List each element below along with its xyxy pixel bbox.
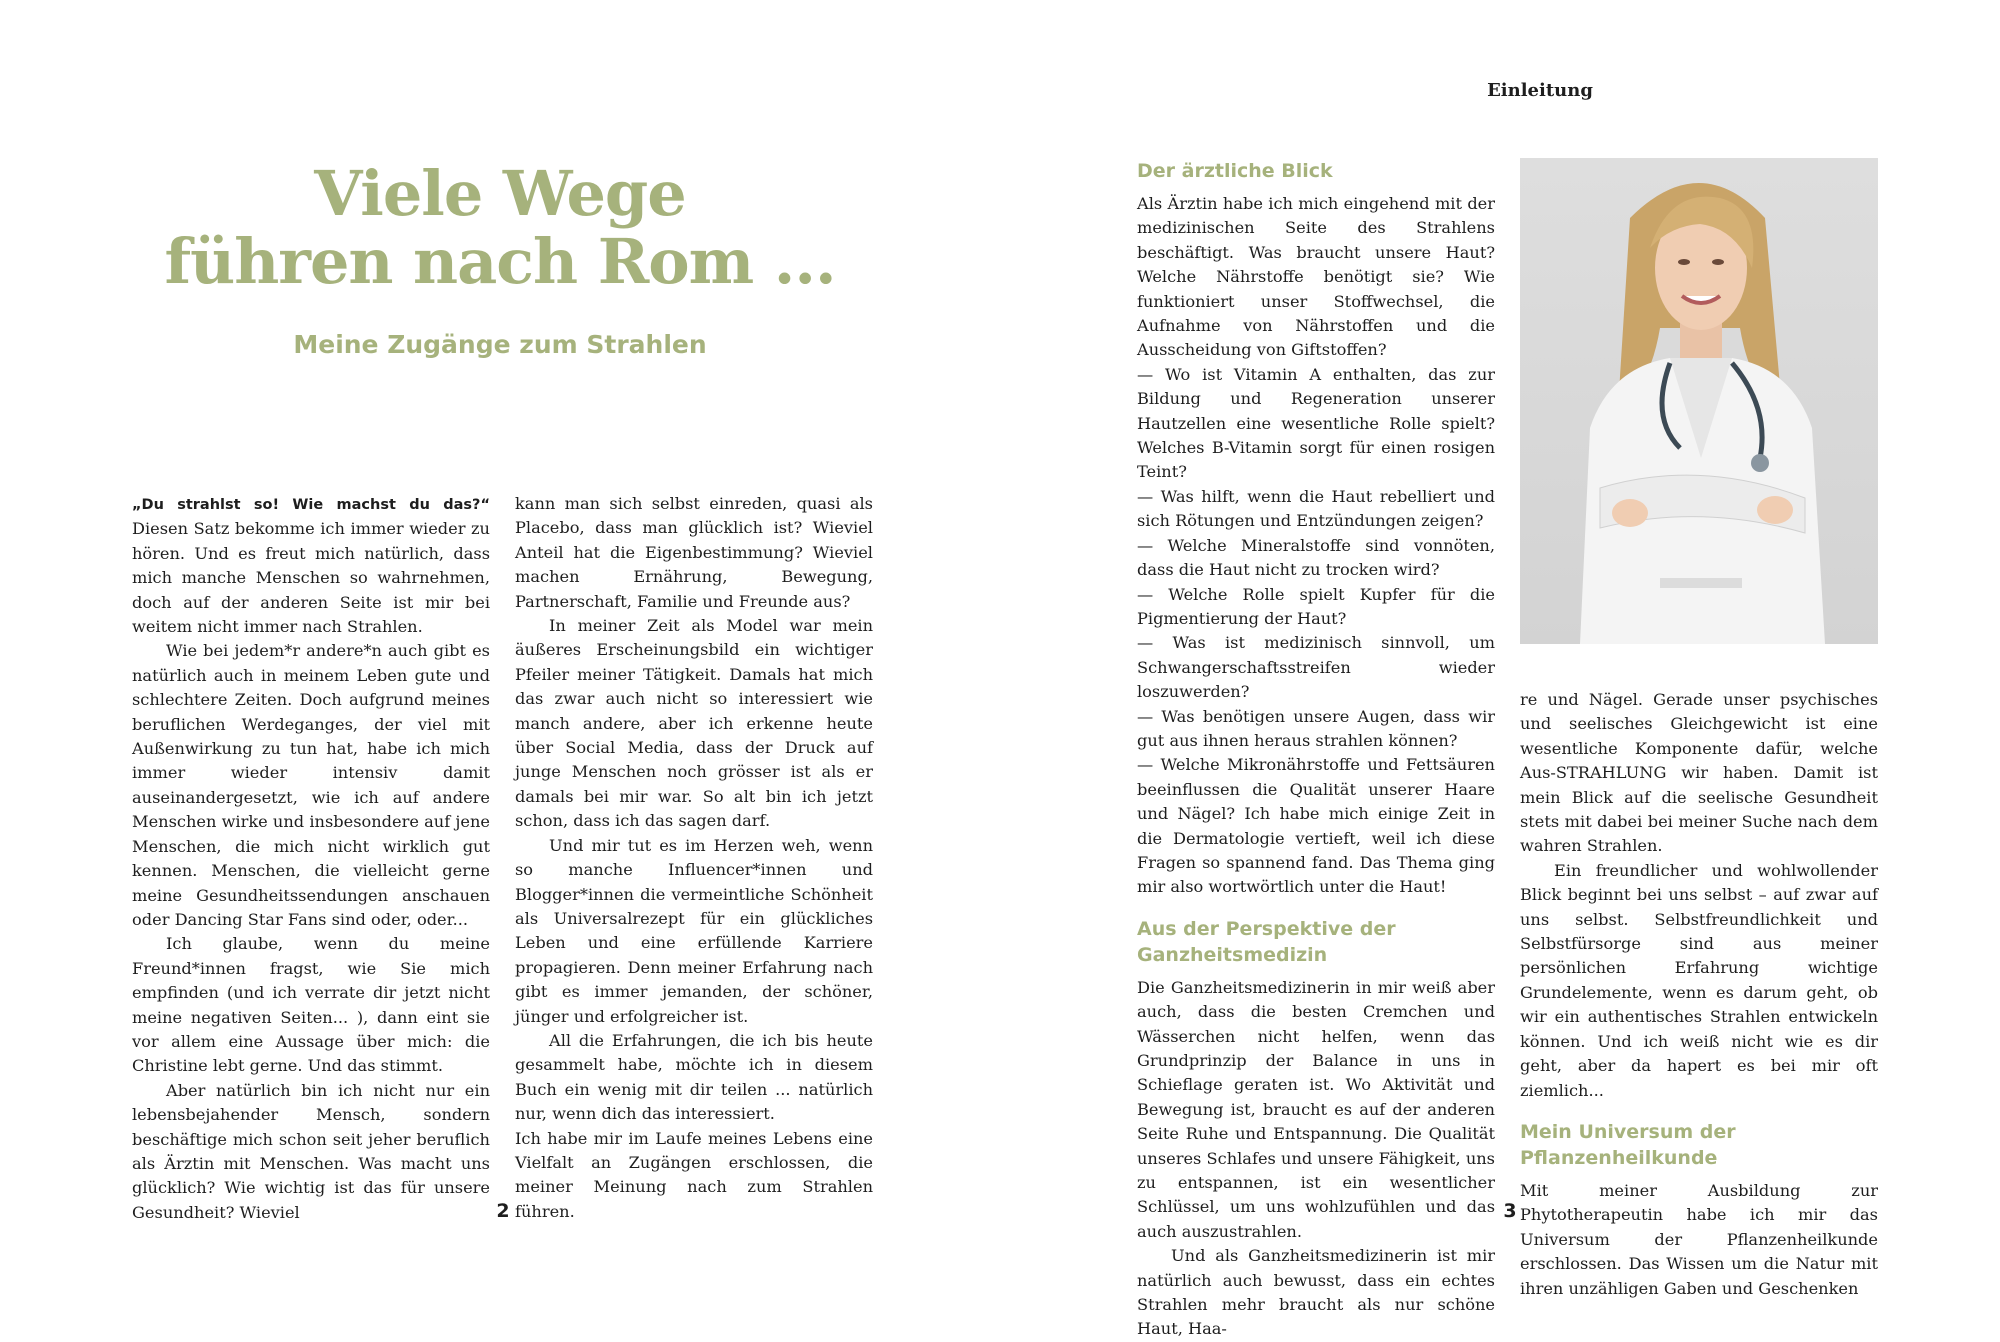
section-heading: Der ärztliche Blick [1137, 160, 1333, 182]
chapter-subtitle: Meine Zugänge zum Strahlen [293, 330, 707, 359]
section-heading: Aus der Perspektive der Ganzheitsmedizin [1137, 917, 1396, 966]
paragraph: re und Nägel. Gerade unser psychisches und seelisches Gleichgewicht ist eine wesentliche Komponente dafür, welche Aus-STRAHLUNG wir haben. Damit ist mein Blick auf die seelische Gesundheit stets mit dabei bei meiner Suche nach dem wahren Strahlen. [1520, 690, 1878, 856]
paragraph: In meiner Zeit als Model war mein äußeres Erscheinungsbild ein wichtiger Pfeiler meiner Tätigkeit. Damals hat mich das zwar auch nicht so interessiert wie manch andere, aber ich erkenne heute über Social Media, dass der Druck auf junge Menschen noch grösser ist als er damals bei mir war. So alt bin ich jetzt schon, dass ich das sagen darf. [515, 616, 873, 831]
bullet-item: — Was benötigen unsere Augen, dass wir gut aus ihnen heraus strahlen können? [1137, 706, 1495, 750]
title-line-2: führen nach Rom ... [164, 225, 836, 298]
title-line-1: Viele Wege [314, 157, 686, 230]
lead-quote: „Du strahlst so! Wie machst du das?“ [132, 497, 490, 513]
portrait-illustration [1520, 158, 1878, 644]
page-number: 3 [1503, 1200, 1517, 1222]
paragraph: Als Ärztin habe ich mich eingehend mit der medizinischen Seite des Strahlens beschäftigt. Was braucht unsere Haut? Welche Nährstoffe benötigt sie? Wie funktioniert unser Stoffwechsel, die Aufnahme von Nährstoffen und die Ausscheidung von Giftstoffen? [1137, 194, 1495, 360]
paragraph [132, 492, 490, 639]
paragraph: All die Erfahrungen, die ich bis heute gesammelt habe, möchte ich in diesem Buch ein wenig mit dir teilen ... natürlich nur, wenn dich das interessiert. [515, 1030, 873, 1124]
paragraph: Und mir tut es im Herzen weh, wenn so manche Influencer*innen und Blogger*innen die vermeintliche Schönheit als Universalrezept für ein glückliches Leben und eine erfüllende Karriere propagieren. Denn meiner Erfahrung nach gibt es immer jemanden, der schöner, jünger und erfolgreicher ist. [515, 835, 873, 1026]
running-head: Einleitung [1487, 80, 1593, 101]
page-number: 2 [496, 1200, 510, 1222]
paragraph: Die Ganzheitsmedizinerin in mir weiß aber auch, dass die besten Cremchen und Wässerchen nicht helfen, wenn das Grundprinzip der Balance in uns in Schieflage geraten ist. Wo Aktivität und Bewegung ist, braucht es auf der anderen Seite Ruhe und Entspannung. Die Qualität unseres Schlafes und unsere Fähigkeit, uns zu entspannen, ist ein wesentlicher Schlüssel, um uns wohlzufühlen und das auch auszustrahlen. [1137, 977, 1495, 1241]
right-page [1000, 0, 2000, 1339]
paragraph: Ich habe mir im Laufe meines Lebens eine Vielfalt an Zugängen erschlossen, die meiner Meinung nach zum Strahlen führen. [515, 1128, 873, 1221]
paragraph: Wie bei jedem*r andere*n auch gibt es natürlich auch in meinem Leben gute und schlechtere Zeiten. Doch aufgrund meines beruflichen Werdeganges, der viel mit Außenwirkung zu tun hat, habe ich mich immer wieder intensiv damit auseinandergesetzt, wie ich auf andere Menschen wirke und insbesondere auf jene Menschen, die mich nicht wirklich gut kennen. Menschen, die vielleicht gerne meine Gesundheitssendungen anschauen oder Dancing Star Fans sind oder, oder... [132, 641, 490, 929]
paragraph: kann man sich selbst einreden, quasi als Placebo, dass man glücklich ist? Wieviel Anteil hat die Eigenbestimmung? Wieviel machen Ernährung, Bewegung, Partnerschaft, Familie und Freunde aus? [515, 494, 873, 611]
left-column-1 [132, 492, 490, 1225]
bullet-item: — Was hilft, wenn die Haut rebelliert und sich Rötungen und Entzündungen zeigen? [1137, 486, 1495, 531]
paragraph-text: Diesen Satz bekomme ich immer wieder zu hören. Und es freut mich natürlich, dass mich manche Menschen so wahrnehmen, doch auf der anderen Seite ist mir bei weitem nicht immer nach Strahlen. [132, 519, 490, 637]
left-page [0, 0, 1000, 1290]
bullet-item: — Welche Rolle spielt Kupfer für die Pigmentierung der Haut? [1137, 584, 1495, 628]
paragraph: Aber natürlich bin ich nicht nur ein lebensbejahender Mensch, sondern beschäftige mich schon seit jeher beruflich als Ärztin mit Menschen. Was macht uns glücklich? Wie wichtig ist das für unsere Gesundheit? Wieviel [132, 1080, 490, 1222]
chapter-title [150, 157, 850, 298]
right-column-1 [1137, 158, 1495, 1342]
bullet-item: — Was ist medizinisch sinnvoll, um Schwangerschaftsstreifen wieder loszuwerden? [1137, 633, 1495, 702]
right-column-2 [1520, 688, 1878, 1301]
paragraph: Und als Ganzheitsmedizinerin ist mir natürlich auch bewusst, dass ein echtes Strahlen mehr braucht als nur schöne Haut, Haa- [1137, 1246, 1495, 1339]
doctor-portrait-photo [1520, 158, 1878, 644]
section-heading: Mein Universum der Pflanzenheilkunde [1520, 1120, 1736, 1169]
bullet-item: — Welche Mikronährstoffe und Fettsäuren beeinflussen die Qualität unserer Haare und Nägel? Ich habe mich einige Zeit in die Dermatologie vertieft, weil ich diese Fragen so spannend fand. Das Thema ging mir also wortwörtlich unter die Haut! [1137, 755, 1495, 897]
bullet-item: — Welche Mineralstoffe sind vonnöten, dass die Haut nicht zu trocken wird? [1137, 535, 1495, 580]
paragraph: Ich glaube, wenn du meine Freund*innen fragst, wie Sie mich empfinden (und ich verrate dir jetzt nicht meine negativen Seiten... ), dann eint sie vor allem eine Aussage über mich: die Christine lebt gerne. Und das stimmt. [132, 934, 490, 1076]
paragraph: Mit meiner Ausbildung zur Phytotherapeutin habe ich mir das Universum der Pflanzenheilkunde erschlossen. Das Wissen um die Natur mit ihren unzähligen Gaben und Geschenken [1520, 1180, 1878, 1298]
paragraph: Ein freundlicher und wohlwollender Blick beginnt bei uns selbst – auf zwar auf uns selbst. Selbstfreundlichkeit und Selbstfürsorge sind aus meiner persönlichen Erfahrung wichtige Grundelemente, wenn es darum geht, ob wir ein authentisches Strahlen entwickeln können. Und ich weiß nicht wie es dir geht, aber da hapert es bei mir oft ziemlich... [1520, 860, 1878, 1100]
bullet-item: — Wo ist Vitamin A enthalten, das zur Bildung und Regeneration unserer Hautzellen eine wesentliche Rolle spielt? Welches B-Vitamin sorgt für einen rosigen Teint? [1137, 364, 1495, 482]
left-column-2 [515, 492, 873, 1224]
